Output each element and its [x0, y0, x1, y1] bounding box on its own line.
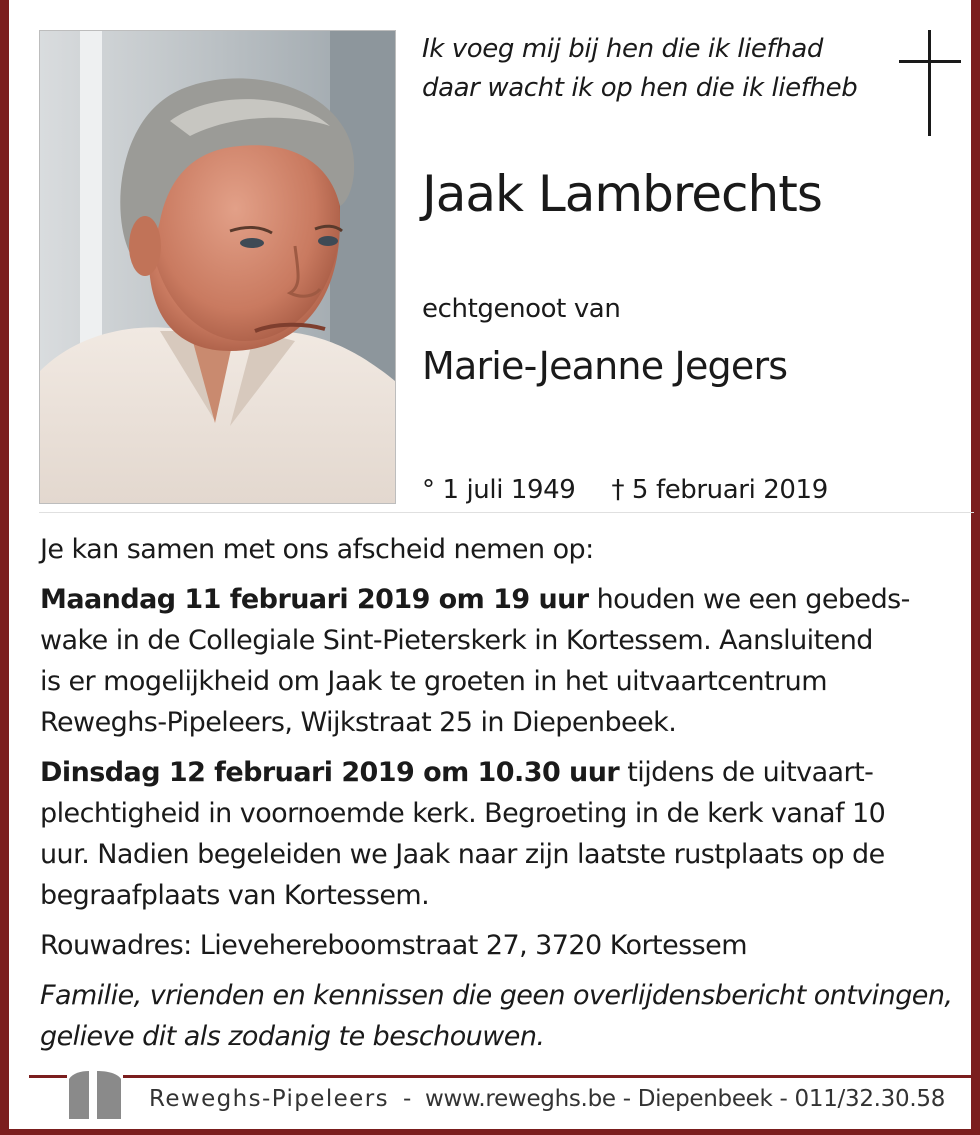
- notice-body: [40, 529, 960, 1057]
- deceased-name: Jaak Lambrechts: [422, 165, 822, 223]
- death-date: † 5 februari 2019: [611, 475, 828, 505]
- verse-line-1: Ik voeg mij bij hen die ik liefhad: [422, 34, 823, 64]
- footer-separator: -: [388, 1086, 425, 1112]
- birth-date: ° 1 juli 1949: [422, 475, 576, 505]
- section-divider: [39, 512, 974, 513]
- funeral-line-3: uur. Nadien begeleiden we Jaak naar zijn laatste rustplaats op de: [40, 839, 885, 870]
- notice-intro: Je kan samen met ons afscheid nemen op:: [40, 534, 594, 565]
- life-dates: [422, 472, 828, 508]
- wake-line-3: is er mogelijkheid om Jaak te groeten in het uitvaartcentrum: [40, 666, 827, 697]
- spouse-name: Marie-Jeanne Jegers: [422, 344, 788, 388]
- footer-rule: [29, 1075, 979, 1078]
- footer-firm: Reweghs-Pipeleers: [149, 1086, 389, 1112]
- funeral-line-2: plechtigheid in voornoemde kerk. Begroeting in de kerk vanaf 10: [40, 798, 886, 829]
- wake-datetime: Maandag 11 februari 2019 om 19 uur: [40, 584, 589, 615]
- relation-label: echtgenoot van: [422, 294, 621, 324]
- verse-line-2: daar wacht ik op hen die ik liefheb: [422, 73, 858, 103]
- funeral-datetime: Dinsdag 12 februari 2019 om 10.30 uur: [40, 757, 620, 788]
- funeral-paragraph: [40, 752, 960, 916]
- wake-line-1: houden we een gebeds-: [588, 584, 910, 615]
- footer-contact: [149, 1084, 945, 1114]
- wake-line-2: wake in de Collegiale Sint-Pieterskerk in Kortessem. Aansluitend: [40, 625, 873, 656]
- wake-paragraph: [40, 579, 960, 743]
- closing-note: [40, 975, 960, 1057]
- funeral-home-logo-icon: [67, 1067, 123, 1121]
- footer-details: www.reweghs.be - Diepenbeek - 011/32.30.58: [425, 1086, 946, 1112]
- closing-line-1: Familie, vrienden en kennissen die geen overlijdensbericht ontvingen,: [40, 980, 953, 1011]
- funeral-line-4: begraafplaats van Kortessem.: [40, 880, 430, 911]
- mourning-address: Rouwadres: Lievehereboomstraat 27, 3720 Kortessem: [40, 930, 747, 961]
- closing-line-2: gelieve dit als zodanig te beschouwen.: [40, 1021, 545, 1052]
- latin-cross-icon: [899, 30, 961, 136]
- funeral-line-1: tijdens de uitvaart-: [619, 757, 874, 788]
- memorial-verse: [422, 30, 857, 108]
- portrait-illustration: [40, 31, 395, 503]
- portrait-photo: [39, 30, 396, 504]
- wake-line-4: Reweghs-Pipeleers, Wijkstraat 25 in Diepenbeek.: [40, 707, 677, 738]
